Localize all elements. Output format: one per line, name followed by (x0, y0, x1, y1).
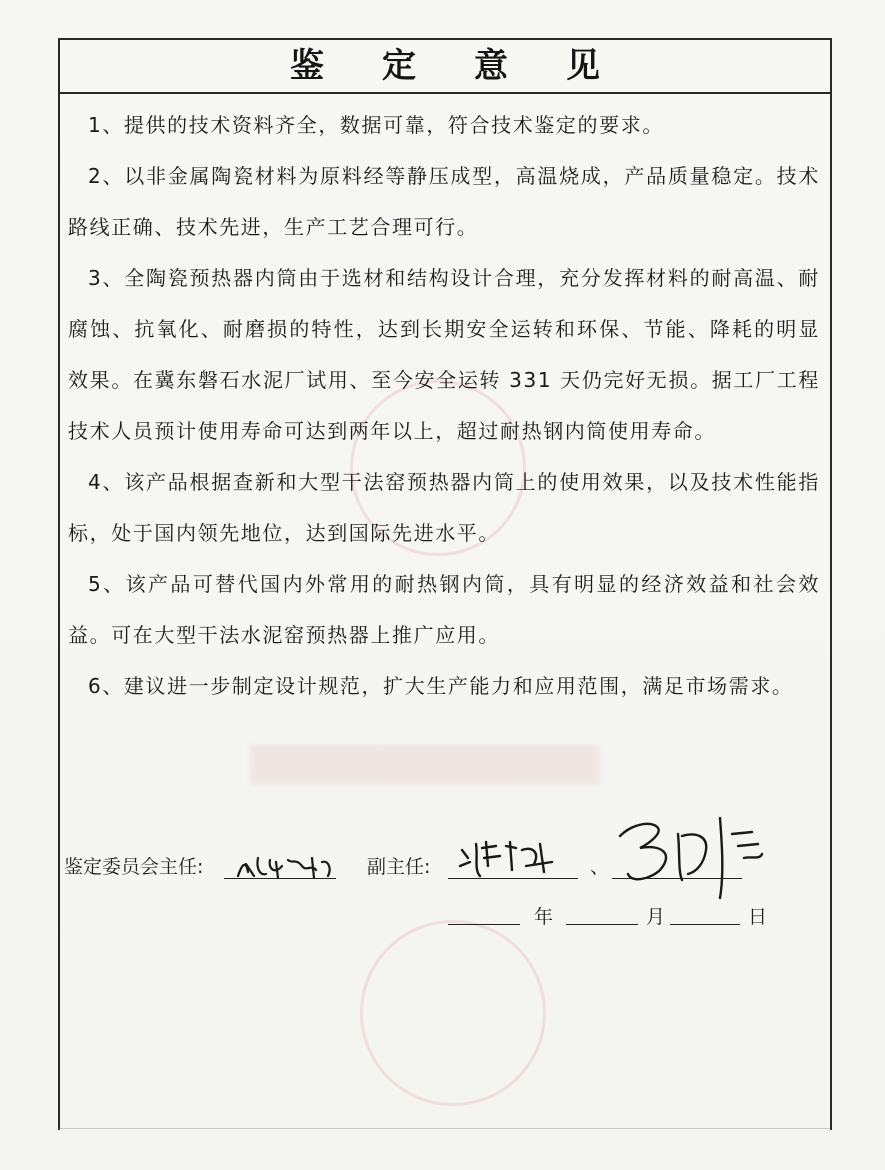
opinion-paragraph-3: 3、全陶瓷预热器内筒由于选材和结构设计合理，充分发挥材料的耐高温、耐腐蚀、抗氧化、耐磨损的特性，达到长期安全运转和环保、节能、降耗的明显效果。在冀东磐石水泥厂试用、至今安全运转 331 天仍完好无损。据工厂工程技术人员预计使用寿命可达到两年以上，超过耐热钢内筒使用寿命。 (68, 266, 820, 443)
opinion-paragraph-6: 6、建议进一步制定设计规范，扩大生产能力和应用范围，满足市场需求。 (88, 674, 794, 698)
chair-label: 鉴定委员会主任: (64, 856, 204, 878)
day-blank (670, 924, 740, 925)
opinion-paragraph-5: 5、该产品可替代国内外常用的耐热钢内筒，具有明显的经济效益和社会效益。可在大型干法水泥窑预热器上推广应用。 (68, 572, 820, 647)
page-bottom-edge (58, 1128, 830, 1129)
signature-row (64, 846, 804, 886)
date-row (448, 900, 778, 930)
year-blank (448, 924, 520, 925)
chair-signature-line (224, 878, 336, 879)
day-label: 日 (748, 906, 768, 928)
month-label: 月 (646, 906, 666, 928)
opinion-paragraph-2: 2、以非金属陶瓷材料为原料经等静压成型，高温烧成，产品质量稳定。技术路线正确、技术先进，生产工艺合理可行。 (68, 164, 820, 239)
page-title: 鉴定意见 (290, 46, 658, 86)
vice-chair-label: 副主任: (367, 856, 431, 878)
title-row (60, 40, 830, 94)
opinion-paragraph-4: 4、该产品根据查新和大型干法窑预热器内筒上的使用效果，以及技术性能指标，处于国内领先地位，达到国际先进水平。 (68, 470, 820, 545)
year-label: 年 (534, 906, 554, 928)
month-blank (566, 924, 638, 925)
vice-signature-line-1 (448, 878, 578, 879)
opinion-frame (58, 38, 832, 1130)
vice-signature-line-2 (612, 878, 742, 879)
opinion-body (68, 100, 820, 712)
opinion-paragraph-1: 1、提供的技术资料齐全，数据可靠，符合技术鉴定的要求。 (88, 113, 664, 137)
signature-separator: 、 (590, 856, 610, 878)
